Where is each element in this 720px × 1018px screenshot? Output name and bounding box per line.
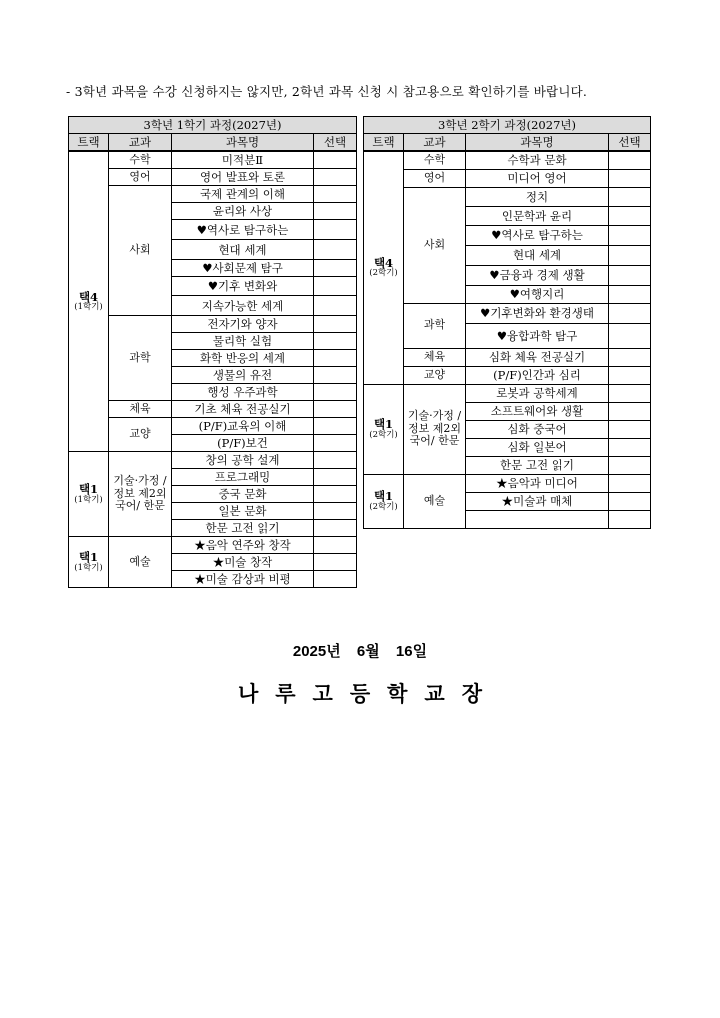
select-cell[interactable]	[609, 420, 651, 438]
track-term: (2학기)	[369, 429, 398, 440]
course-name: 국제 관계의 이해	[172, 186, 314, 203]
course-row	[69, 418, 357, 435]
select-cell[interactable]	[314, 469, 357, 486]
course-name: (P/F)인간과 심리	[466, 366, 609, 384]
course-name: 수학과 문화	[466, 151, 609, 169]
course-row	[364, 151, 651, 169]
track-term: (1학기)	[74, 494, 103, 505]
course-name: 물리학 실험	[172, 333, 314, 350]
course-name: 심화 중국어	[466, 420, 609, 438]
course-name: 행성 우주과학	[172, 384, 314, 401]
course-name: 한문 고전 읽기	[172, 520, 314, 537]
select-cell[interactable]	[314, 486, 357, 503]
select-cell[interactable]	[609, 492, 651, 510]
course-row	[69, 316, 357, 333]
select-cell[interactable]	[314, 220, 357, 240]
course-name: 화학 반응의 세계	[172, 350, 314, 367]
term2-course-table	[363, 116, 651, 529]
track-cell	[69, 537, 109, 588]
subject-cell: 체육	[109, 401, 172, 418]
select-cell[interactable]	[314, 203, 357, 220]
course-name: 심화 일본어	[466, 438, 609, 456]
course-name: 윤리와 사상	[172, 203, 314, 220]
course-name: 기초 체육 전공실기	[172, 401, 314, 418]
header-subject: 교과	[404, 134, 466, 152]
course-name: 인문학과 윤리	[466, 206, 609, 225]
track-label: 택1	[373, 417, 394, 431]
subject-cell: 사회	[109, 186, 172, 316]
subject-cell: 영어	[109, 169, 172, 186]
term1-title: 3학년 1학기 과정(2027년)	[69, 117, 357, 134]
header-course: 과목명	[172, 134, 314, 152]
select-cell[interactable]	[609, 438, 651, 456]
select-cell[interactable]	[609, 323, 651, 348]
select-cell[interactable]	[609, 510, 651, 528]
track-label: 택4	[78, 289, 99, 304]
select-cell[interactable]	[314, 260, 357, 277]
track-term: (2학기)	[369, 268, 398, 279]
select-cell[interactable]	[609, 206, 651, 225]
track-cell	[69, 151, 109, 452]
subject-cell: 교양	[109, 418, 172, 452]
course-name: ♥여행지리	[466, 285, 609, 303]
course-row	[69, 452, 357, 469]
course-name: (P/F)교육의 이해	[172, 418, 314, 435]
course-name: ♥역사로 탐구하는	[466, 225, 609, 245]
select-cell[interactable]	[314, 186, 357, 203]
course-row	[364, 169, 651, 187]
course-name: 일본 문화	[172, 503, 314, 520]
course-name: ★음악과 미디어	[466, 474, 609, 492]
term2-body	[364, 151, 651, 528]
select-cell[interactable]	[314, 571, 357, 588]
course-name: 현대 세계	[172, 240, 314, 260]
select-cell[interactable]	[314, 350, 357, 367]
course-name: ★미술과 매체	[466, 492, 609, 510]
document-date	[0, 640, 720, 661]
subject-cell: 과학	[109, 316, 172, 401]
school-principal-signature: 나루고등학교장	[237, 682, 499, 706]
subject-cell: 기술·가정 / 정보 제2외국어/ 한문	[109, 452, 172, 537]
select-cell[interactable]	[314, 316, 357, 333]
course-row	[364, 348, 651, 366]
select-cell[interactable]	[314, 401, 357, 418]
course-row	[364, 366, 651, 384]
subject-cell: 과학	[404, 303, 466, 348]
select-cell[interactable]	[314, 537, 357, 554]
course-name: ♥기후 변화와	[172, 277, 314, 296]
track-label: 택4	[373, 255, 394, 270]
select-cell[interactable]	[609, 303, 651, 323]
header-track: 트랙	[364, 134, 404, 152]
select-cell[interactable]	[314, 367, 357, 384]
track-cell	[364, 474, 404, 528]
header-select: 선택	[314, 134, 357, 152]
select-cell[interactable]	[314, 169, 357, 186]
track-label: 택1	[78, 550, 99, 564]
track-cell	[69, 452, 109, 537]
select-cell[interactable]	[314, 435, 357, 452]
subject-cell: 예술	[109, 537, 172, 588]
select-cell[interactable]	[609, 187, 651, 206]
course-name: ♥역사로 탐구하는	[172, 220, 314, 240]
track-term: (2학기)	[369, 501, 398, 512]
select-cell[interactable]	[609, 402, 651, 420]
track-cell	[364, 151, 404, 384]
select-cell[interactable]	[609, 456, 651, 474]
select-cell[interactable]	[609, 384, 651, 402]
subject-cell: 체육	[404, 348, 466, 366]
course-name: ★미술 감상과 비평	[172, 571, 314, 588]
header-select: 선택	[609, 134, 651, 152]
term2-title: 3학년 2학기 과정(2027년)	[364, 117, 651, 134]
select-cell[interactable]	[314, 503, 357, 520]
date-year: 2025년	[292, 643, 341, 660]
term1-body	[69, 151, 357, 588]
date-day: 16일	[395, 643, 428, 660]
select-cell[interactable]	[314, 296, 357, 316]
course-name: 영어 발표와 토론	[172, 169, 314, 186]
course-name: 전자기와 양자	[172, 316, 314, 333]
subject-cell: 예술	[404, 474, 466, 528]
select-cell[interactable]	[609, 265, 651, 285]
course-name: 미적분Ⅱ	[172, 151, 314, 169]
course-row	[69, 169, 357, 186]
course-row	[69, 151, 357, 169]
course-row	[364, 187, 651, 206]
select-cell[interactable]	[609, 151, 651, 169]
track-label: 택1	[78, 482, 99, 496]
select-cell[interactable]	[314, 520, 357, 537]
course-name: 소프트웨어와 생활	[466, 402, 609, 420]
subject-cell: 수학	[109, 151, 172, 169]
course-row	[364, 384, 651, 402]
course-name: 정치	[466, 187, 609, 206]
subject-cell: 기술·가정 / 정보 제2외국어/ 한문	[404, 384, 466, 474]
select-cell[interactable]	[314, 277, 357, 296]
track-label: 택1	[373, 489, 394, 503]
course-name: 한문 고전 읽기	[466, 456, 609, 474]
select-cell[interactable]	[314, 554, 357, 571]
course-name: 미디어 영어	[466, 169, 609, 187]
select-cell[interactable]	[314, 384, 357, 401]
select-cell[interactable]	[609, 348, 651, 366]
course-row	[69, 537, 357, 554]
select-cell[interactable]	[314, 333, 357, 350]
course-name: 심화 체육 전공실기	[466, 348, 609, 366]
subject-cell: 사회	[404, 187, 466, 303]
course-name: ♥사회문제 탐구	[172, 260, 314, 277]
select-cell[interactable]	[314, 240, 357, 260]
date-month: 6월	[356, 643, 380, 660]
select-cell[interactable]	[609, 169, 651, 187]
course-name: ★미술 창작	[172, 554, 314, 571]
header-course: 과목명	[466, 134, 609, 152]
course-row	[364, 474, 651, 492]
notice-text: - 3학년 과목을 수강 신청하지는 않지만, 2학년 과목 신청 시 참고용으로 확인하기를 바랍니다.	[66, 84, 588, 99]
course-name: ★음악 연주와 창작	[172, 537, 314, 554]
course-row	[69, 186, 357, 203]
course-name: (P/F)보건	[172, 435, 314, 452]
select-cell[interactable]	[609, 366, 651, 384]
course-name: 생물의 유전	[172, 367, 314, 384]
course-name: 중국 문화	[172, 486, 314, 503]
header-subject: 교과	[109, 134, 172, 152]
course-name: 프로그래밍	[172, 469, 314, 486]
course-name: 지속가능한 세계	[172, 296, 314, 316]
course-name: 현대 세계	[466, 245, 609, 265]
course-name	[466, 510, 609, 528]
select-cell[interactable]	[609, 225, 651, 245]
track-cell	[364, 384, 404, 474]
course-name: ♥기후변화와 환경생태	[466, 303, 609, 323]
course-name: ♥금융과 경제 생활	[466, 265, 609, 285]
course-name: 로봇과 공학세계	[466, 384, 609, 402]
subject-cell: 수학	[404, 151, 466, 169]
track-term: (1학기)	[74, 562, 103, 573]
track-term: (1학기)	[74, 302, 103, 313]
select-cell[interactable]	[609, 474, 651, 492]
select-cell[interactable]	[314, 151, 357, 169]
course-name: 창의 공학 설계	[172, 452, 314, 469]
select-cell[interactable]	[609, 285, 651, 303]
subject-cell: 영어	[404, 169, 466, 187]
select-cell[interactable]	[609, 245, 651, 265]
select-cell[interactable]	[314, 418, 357, 435]
subject-cell: 교양	[404, 366, 466, 384]
select-cell[interactable]	[314, 452, 357, 469]
header-track: 트랙	[69, 134, 109, 152]
course-row	[364, 303, 651, 323]
course-row	[69, 401, 357, 418]
term1-course-table	[68, 116, 357, 588]
course-name: ♥융합과학 탐구	[466, 323, 609, 348]
